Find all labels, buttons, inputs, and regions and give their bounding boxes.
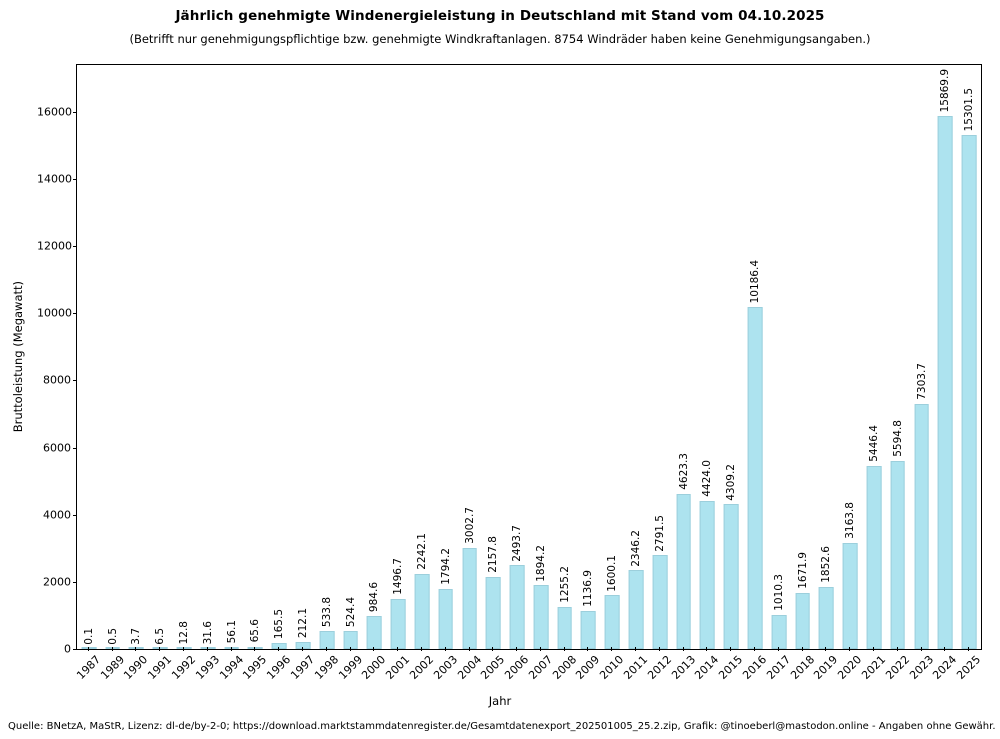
- bar[interactable]: [843, 543, 858, 649]
- x-tick-mark: [730, 647, 731, 651]
- x-tick-mark: [350, 647, 351, 651]
- bar-slot: [600, 65, 624, 649]
- bar-slot: [791, 65, 815, 649]
- x-tick-mark: [778, 647, 779, 651]
- bar-slot: [315, 65, 339, 649]
- bar-value-label: 533.8: [320, 597, 333, 628]
- bar[interactable]: [557, 607, 572, 649]
- bar[interactable]: [438, 589, 453, 649]
- x-tick-mark: [397, 647, 398, 651]
- bar-slot: [220, 65, 244, 649]
- x-axis-label: Jahr: [488, 694, 512, 708]
- bar-slot: [101, 65, 125, 649]
- bar-value-label: 6.5: [154, 627, 166, 645]
- y-tick-label: 16000: [37, 105, 72, 119]
- bar[interactable]: [272, 643, 287, 649]
- bar-value-label: 1852.6: [820, 546, 833, 583]
- x-tick-mark: [897, 647, 898, 651]
- bar-value-label: 524.4: [344, 597, 357, 628]
- bar-slot: [862, 65, 886, 649]
- bar[interactable]: [462, 548, 477, 649]
- bar[interactable]: [153, 647, 168, 649]
- x-tick-mark: [564, 647, 565, 651]
- bar-value-label: 2157.8: [487, 535, 500, 573]
- bar[interactable]: [867, 466, 882, 649]
- x-tick-mark: [492, 647, 493, 651]
- bar-value-label: 1496.7: [391, 558, 404, 595]
- x-tick-mark: [278, 647, 279, 651]
- chart-subtitle: (Betrifft nur genehmigungspflichtige bzw. genehmigte Windkraftanlagen. 8754 Windräder haben keine Genehmigungsangaben.): [129, 32, 871, 46]
- source-note: Quelle: BNetzA, MaStR, Lizenz: dl-de/by-2-0; https://download.marktstammdatenregister.de/Gesamtdatenexport_202501005_25.2.zip, Grafik: @tinoeberl@mastodon.online - Angaben ohne Gewähr.: [8, 721, 996, 732]
- bar-slot: [838, 65, 862, 649]
- bar-slot: [505, 65, 529, 649]
- bar-value-label: 1671.9: [796, 552, 809, 589]
- bar-slot: [362, 65, 386, 649]
- bar[interactable]: [200, 647, 215, 649]
- x-tick-mark: [849, 647, 850, 651]
- x-tick-mark: [587, 647, 588, 651]
- bar[interactable]: [105, 647, 120, 649]
- bar-slot: [624, 65, 648, 649]
- x-tick-mark: [326, 647, 327, 651]
- x-tick-mark: [516, 647, 517, 651]
- bar-slot: [529, 65, 553, 649]
- bar-slot: [814, 65, 838, 649]
- bar-slot: [339, 65, 363, 649]
- bar-value-label: 10186.4: [748, 259, 761, 304]
- y-tick-label: 8000: [43, 373, 71, 387]
- bar-slot: [410, 65, 434, 649]
- bar-slot: [719, 65, 743, 649]
- x-tick-mark: [968, 647, 969, 651]
- x-tick-mark: [373, 647, 374, 651]
- bar-slot: [267, 65, 291, 649]
- bar-slot: [291, 65, 315, 649]
- x-tick-mark: [659, 647, 660, 651]
- bar-slot: [553, 65, 577, 649]
- x-tick-mark: [254, 647, 255, 651]
- bar[interactable]: [391, 599, 406, 649]
- bar-value-label: 31.6: [201, 620, 214, 644]
- x-tick-mark: [302, 647, 303, 651]
- y-tick-label: 6000: [43, 441, 71, 455]
- bar-slot: [125, 65, 149, 649]
- x-tick-mark: [540, 647, 541, 651]
- bar[interactable]: [510, 565, 525, 649]
- bar-value-label: 3002.7: [463, 507, 476, 545]
- x-tick-mark: [421, 647, 422, 651]
- bar-slot: [767, 65, 791, 649]
- bar[interactable]: [629, 570, 644, 649]
- bar-value-label: 2346.2: [629, 529, 642, 567]
- x-tick-mark: [706, 647, 707, 651]
- bar-slot: [672, 65, 696, 649]
- bar-value-label: 984.6: [368, 581, 381, 612]
- x-tick-mark: [944, 647, 945, 651]
- bar[interactable]: [748, 307, 763, 649]
- x-tick-mark: [159, 647, 160, 651]
- bar-slot: [957, 65, 981, 649]
- x-tick-mark: [635, 647, 636, 651]
- bar-slot: [77, 65, 101, 649]
- x-tick-mark: [183, 647, 184, 651]
- x-axis-ticks: 1987 1989 1990 1991 1992 1993 1994 1995 1996 1997 1998 1999 2000 2001 2002 2003 2004 2005 2006 2007 2008 2009 2010 2011 2012 2013 2014 2015 2016 2017 2018 2019 2020 2021 2022 2023 2024 2025: [76, 651, 982, 701]
- bar[interactable]: [367, 616, 382, 649]
- bar-slot: [910, 65, 934, 649]
- bar[interactable]: [962, 135, 977, 649]
- bar[interactable]: [914, 404, 929, 649]
- bar-slot: [434, 65, 458, 649]
- chart-title: Jährlich genehmigte Windenergieleistung in Deutschland mit Stand vom 04.10.2025: [175, 8, 825, 24]
- bar-series: [77, 65, 981, 649]
- x-tick-mark: [469, 647, 470, 651]
- y-axis-label-text: Bruttoleistung (Megawatt): [11, 281, 25, 433]
- bar-value-label: 4309.2: [724, 463, 737, 501]
- bar[interactable]: [652, 555, 667, 649]
- bar-slot: [196, 65, 220, 649]
- y-tick-label: 14000: [37, 172, 72, 186]
- bar[interactable]: [177, 647, 192, 649]
- x-tick-mark: [231, 647, 232, 651]
- bar-value-label: 1600.1: [606, 554, 618, 592]
- bar-slot: [172, 65, 196, 649]
- bar-slot: [577, 65, 601, 649]
- bar[interactable]: [534, 585, 549, 649]
- bar-value-label: 15869.9: [939, 68, 952, 113]
- bar-value-label: 2791.5: [653, 514, 666, 552]
- y-tick-label: 2000: [43, 575, 71, 589]
- x-tick-mark: [445, 647, 446, 651]
- bar-value-label: 5594.8: [891, 420, 904, 458]
- bar-value-label: 12.8: [177, 621, 190, 645]
- bar[interactable]: [82, 647, 97, 649]
- bar-slot: [386, 65, 410, 649]
- bar-value-label: 4623.3: [677, 453, 690, 490]
- bar[interactable]: [129, 647, 144, 649]
- plot-area: [37, 64, 982, 656]
- bar-value-label: 56.1: [225, 619, 238, 644]
- bar[interactable]: [486, 577, 501, 649]
- bar-value-label: 3.7: [130, 627, 143, 645]
- bar[interactable]: [819, 587, 834, 649]
- bar-value-label: 4424.0: [701, 459, 714, 497]
- bar[interactable]: [224, 647, 239, 649]
- bar[interactable]: [938, 116, 953, 649]
- x-tick-mark: [921, 647, 922, 651]
- y-tick-label: 12000: [37, 239, 72, 253]
- bar-value-label: 0.5: [106, 627, 119, 645]
- bar-value-label: 5446.4: [867, 425, 880, 463]
- y-tick-mark: [73, 649, 77, 650]
- bar-value-label: 165.5: [272, 609, 285, 640]
- x-tick-mark: [683, 647, 684, 651]
- bar[interactable]: [415, 574, 430, 649]
- x-tick-mark: [207, 647, 208, 651]
- bar[interactable]: [795, 593, 810, 649]
- bar-slot: [743, 65, 767, 649]
- bar[interactable]: [771, 615, 786, 649]
- bar-value-label: 1794.2: [439, 548, 452, 585]
- bar[interactable]: [724, 504, 739, 649]
- y-axis-label: [10, 64, 26, 650]
- bar[interactable]: [700, 501, 715, 649]
- y-tick-label: 0: [64, 642, 71, 656]
- bar-value-label: 3163.8: [843, 502, 856, 539]
- bar-slot: [244, 65, 268, 649]
- bar[interactable]: [248, 647, 263, 649]
- bar-value-label: 0.1: [82, 627, 95, 645]
- bar-slot: [886, 65, 910, 649]
- bar-slot: [458, 65, 482, 649]
- x-tick-mark: [754, 647, 755, 651]
- bar-value-label: 1010.3: [772, 574, 785, 612]
- x-tick-mark: [873, 647, 874, 651]
- y-tick-label: 4000: [43, 508, 71, 522]
- x-tick-mark: [135, 647, 136, 651]
- bar-slot: [148, 65, 172, 649]
- bar-value-label: 1136.9: [582, 570, 595, 607]
- bar[interactable]: [890, 461, 905, 649]
- bar[interactable]: [676, 494, 691, 649]
- bar-value-label: 2493.7: [510, 524, 523, 562]
- x-tick-mark: [112, 647, 113, 651]
- bar-value-label: 1255.2: [558, 566, 571, 603]
- bar[interactable]: [581, 611, 596, 649]
- bar[interactable]: [319, 631, 334, 649]
- bar-value-label: 2242.1: [415, 533, 428, 570]
- bar-value-label: 212.1: [296, 607, 309, 638]
- x-tick-mark: [611, 647, 612, 651]
- bar-value-label: 15301.5: [962, 88, 975, 132]
- bar-slot: [481, 65, 505, 649]
- bar-value-label: 7303.7: [915, 363, 928, 400]
- bar-slot: [648, 65, 672, 649]
- x-tick-mark: [825, 647, 826, 651]
- y-tick-label: 10000: [37, 306, 72, 320]
- x-tick-mark: [802, 647, 803, 651]
- x-tick-mark: [88, 647, 89, 651]
- bar-value-label: 1894.2: [534, 544, 547, 582]
- bar[interactable]: [605, 595, 620, 649]
- bar-slot: [696, 65, 720, 649]
- bar-value-label: 65.6: [249, 619, 262, 643]
- bar-slot: [933, 65, 957, 649]
